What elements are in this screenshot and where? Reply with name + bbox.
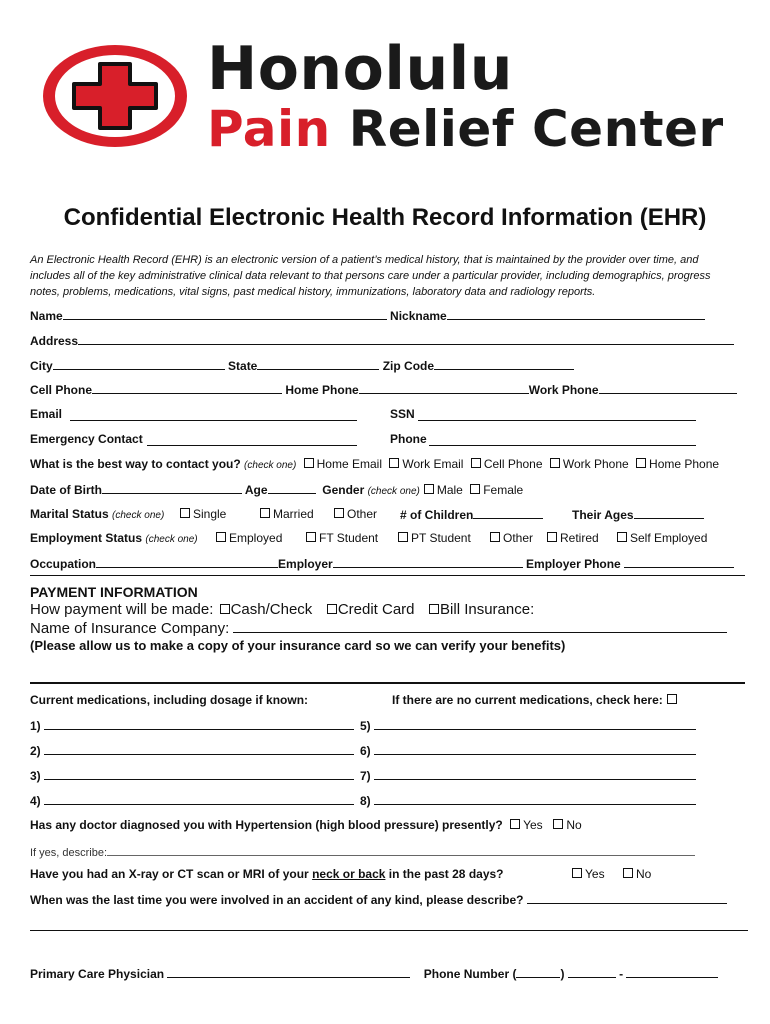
payment-heading: PAYMENT INFORMATION: [30, 584, 198, 600]
work-email-checkbox[interactable]: [389, 458, 399, 468]
opt-employed: Employed: [229, 531, 283, 545]
pcp-field[interactable]: [167, 966, 410, 978]
med-8-label: 8): [360, 794, 371, 808]
no-medications-checkbox[interactable]: [667, 694, 677, 704]
accident-question: When was the last time you were involved in an accident of any kind, please describe?: [30, 893, 524, 907]
med-6-label: 6): [360, 744, 371, 758]
divider-line-2: [30, 682, 745, 684]
logo-pain: Pain: [207, 100, 331, 158]
occupation-label: Occupation: [30, 557, 97, 571]
hypertension-describe-label: If yes, describe:: [30, 847, 108, 859]
pt-student-checkbox[interactable]: [398, 532, 408, 542]
xray-yes-checkbox[interactable]: [572, 868, 582, 878]
insurance-note: (Please allow us to make a copy of your insurance card so we can verify your benefits): [30, 638, 566, 653]
opt-cell-phone: Cell Phone: [483, 457, 543, 471]
city-row: [30, 358, 574, 373]
med-7-field[interactable]: [374, 768, 696, 780]
name-row: [30, 308, 705, 323]
children-label: # of Children: [400, 508, 474, 522]
dob-label: Date of Birth: [30, 483, 102, 497]
hypertension-describe-field[interactable]: [107, 844, 695, 856]
logo-line1: Honolulu: [207, 34, 513, 104]
opt-pt-student: PT Student: [411, 531, 471, 545]
pcp-area-code-field[interactable]: [516, 966, 560, 978]
credit-card-checkbox[interactable]: [327, 604, 337, 614]
xray-question-row: [30, 867, 504, 881]
opt-single: Single: [193, 507, 227, 521]
marital-label: Marital Status: [30, 507, 109, 521]
hypertension-row: [30, 818, 582, 832]
other-employment-checkbox[interactable]: [490, 532, 500, 542]
intro-paragraph: An Electronic Health Record (EHR) is an electronic version of a patient’s medical history, that is maintained by the provider over time, and includes all of the key administrative clinical data relevant to that persons care under a particular provider, including demographics, progress notes, problems, medications, vital signs, past medical history, immunizations, laboratory data and radiology reports.: [30, 254, 711, 298]
opt-male: Male: [436, 483, 463, 497]
employment-label-group: [30, 531, 198, 545]
address-field[interactable]: [78, 333, 734, 345]
nickname-field[interactable]: [447, 308, 705, 320]
zip-field[interactable]: [434, 358, 574, 370]
medications-label: Current medications, including dosage if known:: [30, 693, 309, 707]
med-3-field[interactable]: [44, 768, 354, 780]
self-employed-checkbox[interactable]: [617, 532, 627, 542]
single-checkbox[interactable]: [180, 508, 190, 518]
med-4-field[interactable]: [44, 793, 354, 805]
insurance-name-label: Name of Insurance Company:: [30, 620, 230, 637]
opt-work-email: Work Email: [402, 457, 464, 471]
nickname-label: Nickname: [390, 309, 447, 323]
opt-ft-student: FT Student: [319, 531, 379, 545]
gender-label: Gender: [322, 483, 365, 497]
address-label: Address: [30, 334, 79, 348]
med-1-field[interactable]: [44, 718, 354, 730]
logo-cross-icon: [40, 42, 190, 150]
accident-row: [30, 892, 727, 907]
phones-row: [30, 382, 737, 397]
opt-married: Married: [273, 507, 314, 521]
pcp-phone-dash: -: [619, 967, 624, 981]
city-field[interactable]: [53, 358, 225, 370]
pcp-prefix-field[interactable]: [568, 966, 616, 978]
gender-hint: (check one): [367, 486, 420, 497]
children-field[interactable]: [473, 507, 543, 519]
insurance-name-field[interactable]: [233, 620, 727, 633]
dob-row: [30, 482, 523, 497]
name-field[interactable]: [63, 308, 387, 320]
accident-field[interactable]: [527, 892, 727, 904]
state-label: State: [228, 359, 258, 373]
pcp-phone-label: Phone Number (: [423, 967, 517, 981]
employer-phone-field[interactable]: [624, 556, 734, 568]
payment-how-label: How payment will be made:: [30, 601, 214, 618]
age-field[interactable]: [268, 482, 316, 494]
xray-no-checkbox[interactable]: [623, 868, 633, 878]
opt-other: Other: [347, 507, 378, 521]
marital-label-group: [30, 507, 164, 521]
employer-phone-label: Employer Phone: [526, 557, 621, 571]
med-6-field[interactable]: [374, 743, 696, 755]
emergency-contact-field[interactable]: [147, 434, 357, 446]
marital-hint: (check one): [112, 510, 165, 521]
med-4-label: 4): [30, 794, 41, 808]
xray-question-1: Have you had an X-ray or CT scan or MRI of your: [30, 867, 309, 881]
contact-pref-hint: (check one): [244, 460, 297, 471]
cell-phone-label: Cell Phone: [30, 383, 93, 397]
med-2-label: 2): [30, 744, 41, 758]
male-checkbox[interactable]: [424, 484, 434, 494]
hypertension-no-checkbox[interactable]: [553, 819, 563, 829]
contact-pref-label: What is the best way to contact you?: [30, 457, 241, 471]
ages-label: Their Ages: [572, 508, 634, 522]
ssn-field[interactable]: [418, 409, 696, 421]
hypertension-yes-checkbox[interactable]: [510, 819, 520, 829]
zip-label: Zip Code: [382, 359, 435, 373]
med-5-field[interactable]: [374, 718, 696, 730]
phone-label: Phone: [390, 432, 427, 446]
ft-student-checkbox[interactable]: [306, 532, 316, 542]
work-phone-label: Work Phone: [528, 383, 599, 397]
pcp-row: [30, 966, 718, 981]
married-checkbox[interactable]: [260, 508, 270, 518]
other-checkbox[interactable]: [334, 508, 344, 518]
employed-checkbox[interactable]: [216, 532, 226, 542]
email-field[interactable]: [70, 409, 357, 421]
occupation-field[interactable]: [96, 556, 278, 568]
email-label: Email: [30, 407, 63, 421]
page-title: Confidential Electronic Health Record Information (EHR): [63, 204, 707, 231]
divider-line: [30, 575, 745, 576]
opt-work-phone: Work Phone: [562, 457, 629, 471]
accident-field-2[interactable]: [30, 919, 748, 931]
ages-field[interactable]: [634, 507, 704, 519]
med-5-label: 5): [360, 719, 371, 733]
city-label: City: [30, 359, 53, 373]
cell-phone-field[interactable]: [92, 382, 282, 394]
ssn-label: SSN: [390, 407, 415, 421]
employer-label: Employer: [278, 557, 333, 571]
med-1-label: 1): [30, 719, 41, 733]
name-label: Name: [30, 309, 63, 323]
work-phone-checkbox[interactable]: [550, 458, 560, 468]
pcp-label: Primary Care Physician: [30, 967, 165, 981]
hypertension-no: No: [566, 818, 582, 832]
opt-retired: Retired: [560, 531, 599, 545]
cell-phone-checkbox[interactable]: [471, 458, 481, 468]
opt-credit-card: Credit Card: [337, 601, 415, 618]
opt-other-employment: Other: [503, 531, 534, 545]
work-phone-field[interactable]: [599, 382, 737, 394]
no-medications-label: If there are no current medications, check here:: [392, 693, 663, 707]
xray-question-3: in the past 28 days?: [388, 867, 504, 881]
cash-check-checkbox[interactable]: [220, 604, 230, 614]
insurance-row: [30, 620, 727, 637]
home-email-checkbox[interactable]: [304, 458, 314, 468]
dob-field[interactable]: [102, 482, 242, 494]
opt-home-phone: Home Phone: [649, 457, 720, 471]
opt-self-employed: Self Employed: [630, 531, 708, 545]
logo-line2: [207, 100, 724, 158]
logo-relief-center: Relief Center: [348, 100, 724, 158]
address-row: [30, 333, 734, 348]
xray-yes: Yes: [585, 867, 605, 881]
employment-label: Employment Status: [30, 531, 143, 545]
xray-question-2: neck or back: [312, 867, 386, 881]
phone-field[interactable]: [429, 434, 696, 446]
opt-home-email: Home Email: [316, 457, 382, 471]
home-phone-field[interactable]: [359, 382, 529, 394]
payment-method-row: [30, 601, 534, 618]
med-2-field[interactable]: [44, 743, 354, 755]
pcp-phone-close: ): [560, 967, 565, 981]
employment-hint: (check one): [145, 534, 198, 545]
state-field[interactable]: [257, 358, 379, 370]
female-checkbox[interactable]: [470, 484, 480, 494]
med-7-label: 7): [360, 769, 371, 783]
pcp-line-field[interactable]: [626, 966, 718, 978]
employer-field[interactable]: [333, 556, 523, 568]
age-label: Age: [244, 483, 268, 497]
med-8-field[interactable]: [374, 793, 696, 805]
hypertension-yes: Yes: [523, 818, 543, 832]
opt-female: Female: [483, 483, 524, 497]
bill-insurance-checkbox[interactable]: [429, 604, 439, 614]
med-3-label: 3): [30, 769, 41, 783]
contact-pref-row: [30, 457, 719, 471]
hypertension-question: Has any doctor diagnosed you with Hypertension (high blood pressure) presently?: [30, 818, 503, 832]
home-phone-label: Home Phone: [285, 383, 359, 397]
occupation-row: [30, 556, 734, 571]
opt-cash-check: Cash/Check: [230, 601, 313, 618]
emergency-contact-label: Emergency Contact: [30, 432, 143, 446]
retired-checkbox[interactable]: [547, 532, 557, 542]
opt-bill-insurance: Bill Insurance:: [440, 601, 535, 618]
xray-no: No: [636, 867, 652, 881]
home-phone-checkbox[interactable]: [636, 458, 646, 468]
